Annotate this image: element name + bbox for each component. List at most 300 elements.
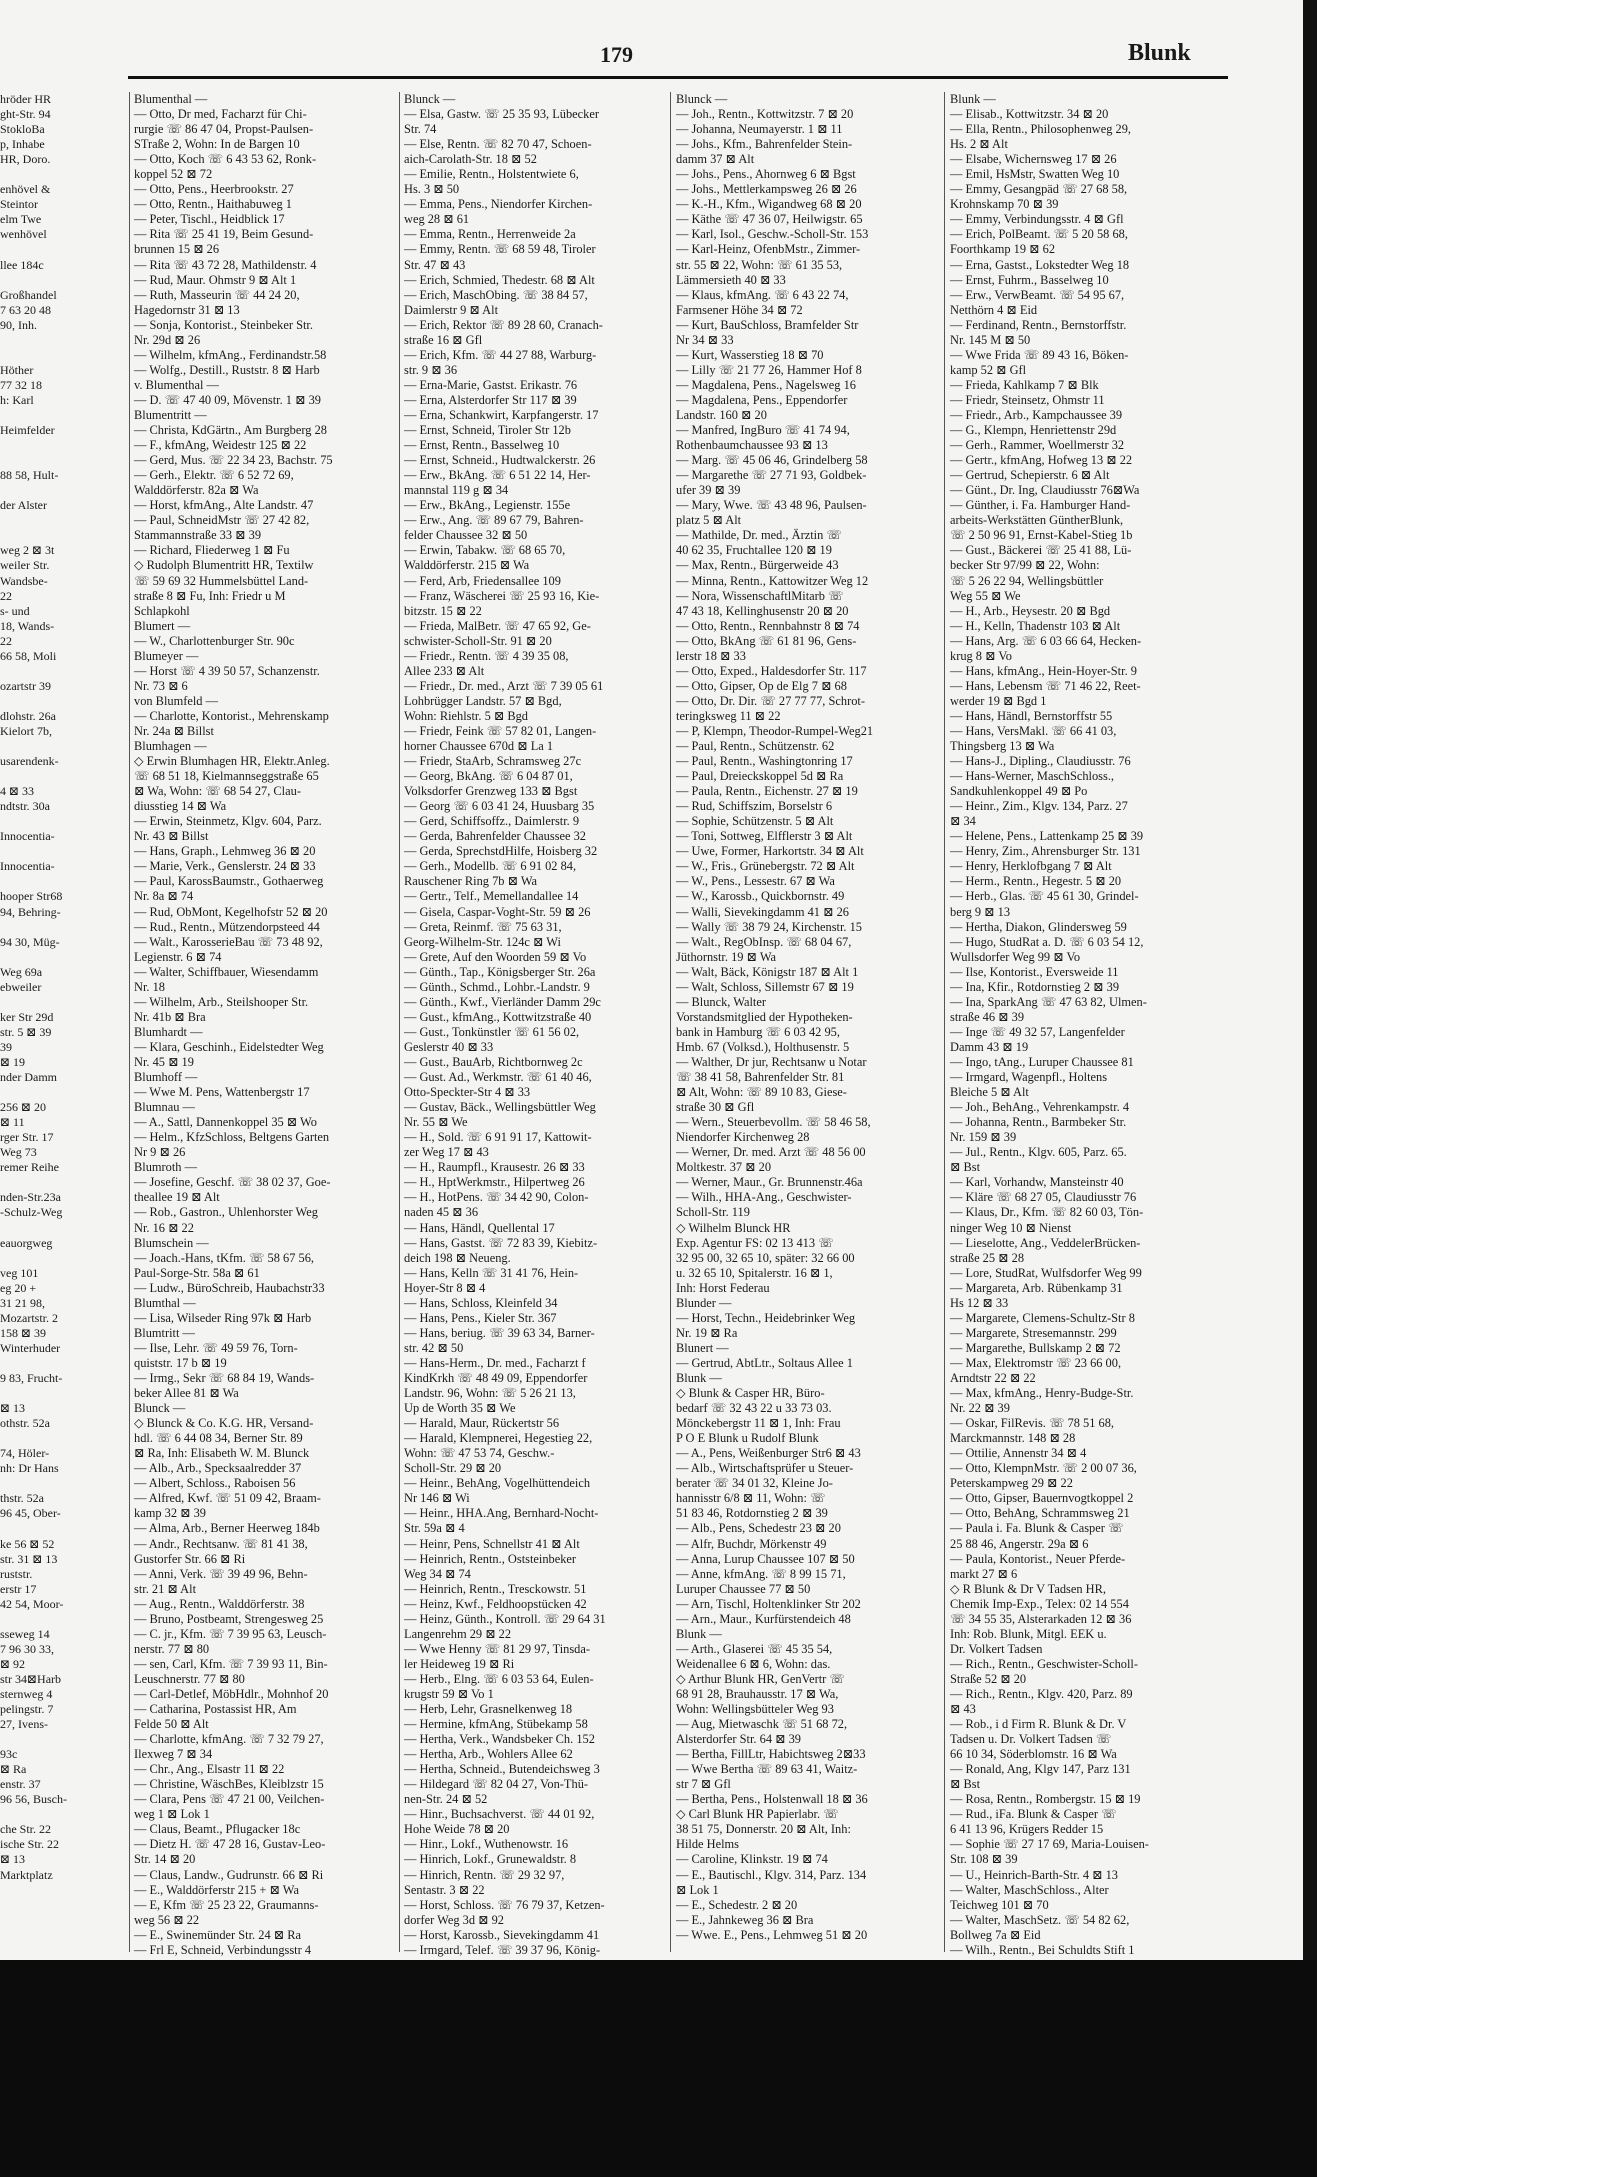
entry-line: Marktplatz: [0, 1867, 53, 1882]
entry-line: nerstr. 77 ⊠ 80: [134, 1641, 210, 1656]
entry-line: — Rich., Rentn., Geschwister-Scholl-: [950, 1656, 1138, 1671]
header-rule: [128, 76, 1228, 79]
directory-entry: [0, 1311, 126, 1326]
directory-entry: [676, 363, 940, 378]
entry-line: enhövel &: [0, 182, 51, 197]
entry-line: — Frieda, MalBetr. ☏ 47 65 92, Ge-: [404, 618, 591, 633]
entry-line: Str. 14 ⊠ 20: [134, 1852, 196, 1867]
directory-entry: [404, 905, 666, 920]
directory-entry: [404, 1612, 666, 1642]
directory-entry: [950, 1913, 1216, 1943]
entry-line: naden 45 ⊠ 36: [404, 1205, 479, 1220]
entry-line: ⊠ Bst: [950, 1160, 981, 1175]
entry-line: — Emilie, Rentn., Holstentwiete 6,: [404, 167, 579, 182]
entry-line: thstr. 52a: [0, 1491, 44, 1506]
entry-line: ☏ 68 51 18, Kielmannseggstraße 65: [134, 769, 319, 784]
directory-entry: [134, 995, 396, 1025]
directory-entry: [950, 859, 1216, 874]
directory-entry: [950, 1145, 1216, 1175]
directory-entry: [676, 453, 940, 468]
directory-entry: [0, 1281, 126, 1296]
directory-entry: [0, 1461, 126, 1476]
directory-entry: [404, 844, 666, 859]
entry-line: [0, 1251, 126, 1266]
entry-line: ⊠ Ra, Inh: Elisabeth W. M. Blunck: [134, 1446, 310, 1461]
entry-line: Weg 55 ⊠ We: [950, 588, 1021, 603]
entry-line: [0, 1085, 126, 1100]
entry-line: Geslerstr 40 ⊠ 33: [404, 1039, 494, 1054]
directory-entry: [676, 137, 940, 167]
entry-line: Mozartstr. 2: [0, 1310, 58, 1325]
entry-line: ninger Weg 10 ⊠ Nienst: [950, 1220, 1072, 1235]
directory-entry: [0, 1341, 126, 1356]
entry-line: 66 10 34, Söderblomstr. 16 ⊠ Wa: [950, 1747, 1117, 1762]
entry-line: Blumeyer —: [134, 648, 199, 663]
directory-entry: [676, 935, 940, 965]
directory-entry: [0, 348, 126, 363]
entry-line: Schlapkohl: [134, 603, 190, 618]
entry-line: — Otto, Exped., Haldesdorfer Str. 117: [676, 663, 867, 678]
entry-line: — Margareta, Arb. Rübenkamp 31: [950, 1280, 1123, 1295]
entry-line: Hs. 2 ⊠ Alt: [950, 137, 1008, 152]
entry-line: 38 51 75, Donnerstr. 20 ⊠ Alt, Inh:: [676, 1822, 851, 1837]
entry-line: dorfer Weg 3d ⊠ 92: [404, 1912, 504, 1927]
entry-line: — Walt, Bäck, Königstr 187 ⊠ Alt 1: [676, 964, 859, 979]
entry-line: — Rob., Gastron., Uhlenhorster Weg: [134, 1205, 318, 1220]
directory-entry: [676, 859, 940, 874]
entry-line: — Ina, SparkAng ☏ 47 63 82, Ulmen-: [950, 994, 1147, 1009]
entry-line: platz 5 ⊠ Alt: [676, 513, 742, 528]
directory-entry: [0, 1326, 126, 1341]
entry-line: Exp. Agentur FS: 02 13 413 ☏: [676, 1235, 834, 1250]
entry-line: — Gertrud, Schepierstr. 6 ⊠ Alt: [950, 468, 1110, 483]
directory-entry: [404, 498, 666, 513]
directory-entry: [0, 1266, 126, 1281]
entry-line: — Günth., Kwf., Vierländer Damm 29c: [404, 994, 601, 1009]
entry-line: Scholl-Str. 29 ⊠ 20: [404, 1461, 502, 1476]
entry-line: str 34⊠Harb: [0, 1671, 62, 1686]
entry-line: Großhandel: [0, 287, 57, 302]
entry-line: — Magdalena, Pens., Nagelsweg 16: [676, 377, 856, 392]
entry-line: — Joh., BehAng., Vehrenkampstr. 4: [950, 1100, 1130, 1115]
directory-entry: [676, 619, 940, 634]
directory-entry: [950, 318, 1216, 348]
entry-line: Mönckebergstr 11 ⊠ 1, Inh: Frau: [676, 1416, 841, 1431]
entry-line: — Josefine, Geschf. ☏ 38 02 37, Goe-: [134, 1175, 331, 1190]
directory-entry: [950, 393, 1216, 408]
directory-entry: [0, 1762, 126, 1777]
directory-entry: [0, 1852, 126, 1867]
entry-line: ◇ Wilhelm Blunck HR: [676, 1220, 791, 1235]
directory-entry: [134, 378, 396, 393]
entry-line: — Karl-Heinz, OfenbMstr., Zimmer-: [676, 242, 861, 257]
directory-entry: [676, 1868, 940, 1898]
entry-line: eauorgweg: [0, 1235, 53, 1250]
directory-entry: [950, 122, 1216, 152]
entry-line: — Hans, Kelln ☏ 31 41 76, Hein-: [404, 1265, 579, 1280]
entry-line: Rauschener Ring 7b ⊠ Wa: [404, 874, 538, 889]
directory-entry: [676, 558, 940, 573]
entry-line: — Friedr, Steinsetz, Ohmstr 11: [950, 392, 1105, 407]
entry-line: — Wally ☏ 38 79 24, Kirchenstr. 15: [676, 919, 862, 934]
entry-line: beker Allee 81 ⊠ Wa: [134, 1386, 239, 1401]
entry-line: Hoyer-Str 8 ⊠ 4: [404, 1280, 486, 1295]
directory-entry: [134, 423, 396, 438]
page-number: 179: [600, 42, 633, 67]
directory-entry: [134, 288, 396, 318]
directory-entry: [0, 1506, 126, 1521]
entry-line: — Wilhelm, Arb., Steilshooper Str.: [134, 994, 309, 1009]
entry-line: — Otto, Rentn., Rennbahnstr 8 ⊠ 74: [676, 618, 860, 633]
directory-entry: [404, 1597, 666, 1612]
entry-line: Nr. 19 ⊠ Ra: [676, 1325, 738, 1340]
entry-line: — Wilhelm, kfmAng., Ferdinandstr.58: [134, 347, 327, 362]
entry-line: — Wwe Henny ☏ 81 29 97, Tinsda-: [404, 1641, 590, 1656]
directory-entry: [950, 1883, 1216, 1913]
entry-line: — W., Pens., Lessestr. 67 ⊠ Wa: [676, 874, 835, 889]
entry-line: — Johanna, Neumayerstr. 1 ⊠ 11: [676, 122, 843, 137]
directory-entry: [404, 288, 666, 318]
entry-line: Langenrehm 29 ⊠ 22: [404, 1626, 512, 1641]
entry-line: — Hermine, kfmAng, Stübekamp 58: [404, 1717, 588, 1732]
entry-line: [0, 874, 126, 889]
entry-line: 68 91 28, Brauhausstr. 17 ⊠ Wa,: [676, 1686, 839, 1701]
entry-line: Nr 34 ⊠ 33: [676, 332, 734, 347]
directory-entry: [950, 1491, 1216, 1506]
directory-entry: [0, 664, 126, 679]
entry-line: — A., Pens, Weißenburger Str6 ⊠ 43: [676, 1446, 861, 1461]
entry-line: ⊠ 43: [950, 1702, 976, 1717]
directory-entry: [676, 468, 940, 498]
entry-line: ⊠ Lok 1: [676, 1882, 719, 1897]
entry-line: — Ernst, Schneid, Tiroler Str 12b: [404, 423, 571, 438]
directory-entry: [0, 1597, 126, 1612]
directory-entry: [404, 1311, 666, 1326]
directory-entry: [134, 1943, 396, 1958]
entry-line: nh: Dr Hans: [0, 1461, 59, 1476]
entry-line: — Kurt, Wasserstieg 18 ⊠ 70: [676, 347, 824, 362]
directory-entry: [676, 242, 940, 287]
directory-entry: [134, 453, 396, 468]
entry-line: — Bertha, Pens., Holstenwall 18 ⊠ 36: [676, 1792, 868, 1807]
entry-line: — Walt., KarosserieBau ☏ 73 48 92,: [134, 934, 323, 949]
entry-line: — Frl E, Schneid, Verbindungsstr 4: [134, 1942, 312, 1957]
entry-line: [0, 920, 126, 935]
entry-line: — Harald, Maur, Rückertstr 56: [404, 1416, 560, 1431]
entry-line: — Hans, Lebensm ☏ 71 46 22, Reet-: [950, 678, 1141, 693]
entry-line: — Erich, MaschObing. ☏ 38 84 57,: [404, 287, 588, 302]
entry-line: — Hans, Arg. ☏ 6 03 66 64, Hecken-: [950, 633, 1142, 648]
directory-entry: [134, 92, 396, 107]
entry-line: kamp 32 ⊠ 39: [134, 1506, 206, 1521]
directory-entry: [676, 1792, 940, 1807]
entry-line: — Harald, Klempnerei, Hegestieg 22,: [404, 1431, 593, 1446]
entry-line: 27, Ivens-: [0, 1717, 48, 1732]
entry-line: — Paul, Dreieckskoppel 5d ⊠ Ra: [676, 769, 844, 784]
entry-line: — E., Swinemünder Str. 24 ⊠ Ra: [134, 1927, 301, 1942]
directory-entry: [404, 513, 666, 543]
directory-entry: [404, 859, 666, 889]
entry-line: — Albert, Schloss., Raboisen 56: [134, 1476, 296, 1491]
directory-entry: [950, 1416, 1216, 1446]
entry-line: — Ernst, Fuhrm., Basselweg 10: [950, 272, 1109, 287]
directory-entry: [0, 905, 126, 920]
directory-entry: [404, 589, 666, 619]
entry-line: kamp 52 ⊠ Gfl: [950, 362, 1027, 377]
entry-line: bedarf ☏ 32 43 22 u 33 73 03.: [676, 1401, 832, 1416]
directory-entry: [0, 1792, 126, 1807]
entry-line: — Erw., Ang. ☏ 89 67 79, Bahren-: [404, 513, 584, 528]
entry-line: — Walter, Schiffbauer, Wiesendamm: [134, 964, 319, 979]
entry-line: Str. 108 ⊠ 39: [950, 1852, 1018, 1867]
directory-entry: [404, 1702, 666, 1717]
directory-entry: [950, 1266, 1216, 1281]
directory-entry: [0, 1055, 126, 1070]
directory-entry: [0, 1567, 126, 1582]
directory-entry: [404, 468, 666, 498]
entry-line: straße 8 ⊠ Fu, Inh: Friedr u M: [134, 588, 286, 603]
entry-line: — E, Kfm ☏ 25 23 22, Graumanns-: [134, 1897, 319, 1912]
entry-line: Blumhoff —: [134, 1070, 198, 1085]
entry-line: — Henry, Zim., Ahrensburger Str. 131: [950, 844, 1141, 859]
entry-line: — Paula, Rentn., Eichenstr. 27 ⊠ 19: [676, 784, 858, 799]
directory-entry: [950, 453, 1216, 468]
directory-entry: [404, 1837, 666, 1852]
directory-entry: [404, 1852, 666, 1867]
directory-entry: [676, 393, 940, 423]
entry-line: Weidenallee 6 ⊠ 6, Wohn: das.: [676, 1656, 831, 1671]
entry-line: Arndtstr 22 ⊠ 22: [950, 1370, 1036, 1385]
directory-entry: [404, 1266, 666, 1296]
entry-line: — Gerd, Schiffsoffz., Daimlerstr. 9: [404, 814, 580, 829]
entry-line: [0, 513, 126, 528]
entry-line: — Gertrud, AbtLtr., Soltaus Allee 1: [676, 1355, 853, 1370]
directory-entry: [0, 303, 126, 318]
entry-line: Lohbrügger Landstr. 57 ⊠ Bgd,: [404, 693, 562, 708]
directory-entry: [950, 1055, 1216, 1070]
entry-line: remer Reihe: [0, 1160, 59, 1175]
entry-line: 74, Höler-: [0, 1446, 50, 1461]
directory-entry: [0, 363, 126, 378]
directory-entry: [0, 1371, 126, 1386]
entry-line: Wandsbe-: [0, 573, 48, 588]
directory-entry: [950, 258, 1216, 273]
directory-entry: [950, 844, 1216, 859]
entry-line: — Marg. ☏ 45 06 46, Grindelberg 58: [676, 453, 868, 468]
entry-line: Hagedornstr 31 ⊠ 13: [134, 302, 240, 317]
entry-line: — Hans, Händl, Quellental 17: [404, 1220, 555, 1235]
entry-line: 31 21 98,: [0, 1295, 45, 1310]
entry-line: hannisstr 6/8 ⊠ 11, Wohn: ☏: [676, 1491, 826, 1506]
entry-line: [0, 1356, 126, 1371]
directory-entry: [134, 513, 396, 543]
entry-line: ⊠ 34: [950, 814, 976, 829]
directory-entry: [0, 920, 126, 935]
entry-line: Blunck —: [134, 1401, 186, 1416]
entry-line: — Klaus, kfmAng. ☏ 6 43 22 74,: [676, 287, 849, 302]
entry-line: Marckmannstr. 148 ⊠ 28: [950, 1431, 1076, 1446]
directory-entry: [0, 122, 126, 137]
entry-line: [0, 333, 126, 348]
entry-line: — Emma, Rentn., Herrenweide 2a: [404, 227, 576, 242]
entry-line: — Sophie, Schützenstr. 5 ⊠ Alt: [676, 814, 834, 829]
entry-line: — Werner, Dr. med. Arzt ☏ 48 56 00: [676, 1145, 866, 1160]
entry-line: — Rud, ObMont, Kegelhofstr 52 ⊠ 20: [134, 904, 328, 919]
entry-line: — Hans, Schloss, Kleinfeld 34: [404, 1295, 558, 1310]
entry-line: — Dietz H. ☏ 47 28 16, Gustav-Leo-: [134, 1837, 326, 1852]
directory-entry: [134, 363, 396, 378]
directory-entry: [0, 468, 126, 483]
directory-entry: [0, 1205, 126, 1220]
entry-line: — Hans-Herm., Dr. med., Facharzt f: [404, 1355, 586, 1370]
directory-entry: [134, 258, 396, 273]
entry-line: — Gust., kfmAng., Kottwitzstraße 40: [404, 1009, 592, 1024]
directory-entry: [404, 438, 666, 453]
entry-line: Peterskampweg 29 ⊠ 22: [950, 1476, 1073, 1491]
entry-line: — Hans, Graph., Lehmweg 36 ⊠ 20: [134, 844, 316, 859]
entry-line: — Günth., Schmd., Lohbr.-Landstr. 9: [404, 979, 590, 994]
entry-line: — Catharina, Postassist HR, Am: [134, 1702, 297, 1717]
entry-line: 158 ⊠ 39: [0, 1325, 47, 1340]
entry-line: — H., Kelln, Thadenstr 103 ⊠ Alt: [950, 618, 1121, 633]
entry-line: Damm 43 ⊠ 19: [950, 1039, 1029, 1054]
entry-line: — Hans, beriug. ☏ 39 63 34, Barner-: [404, 1325, 595, 1340]
entry-line: — K.-H., Kfm., Wigandweg 68 ⊠ 20: [676, 197, 862, 212]
directory-entry: [676, 814, 940, 829]
entry-line: — Henry, Herklofbgang 7 ⊠ Alt: [950, 859, 1112, 874]
entry-line: Nr 146 ⊠ Wi: [404, 1491, 470, 1506]
directory-entry: [404, 453, 666, 468]
directory-entry: [404, 754, 666, 769]
entry-line: — A., Sattl, Dannenkoppel 35 ⊠ Wo: [134, 1115, 317, 1130]
directory-entry: [950, 634, 1216, 664]
entry-line: -Schulz-Weg: [0, 1205, 63, 1220]
entry-line: usarendenk-: [0, 754, 59, 769]
directory-entry: [404, 724, 666, 754]
entry-line: — Rosa, Rentn., Rombergstr. 15 ⊠ 19: [950, 1792, 1141, 1807]
entry-line: — Erna-Marie, Gastst. Erikastr. 76: [404, 377, 578, 392]
entry-line: straße 30 ⊠ Gfl: [676, 1100, 755, 1115]
directory-entry: [404, 408, 666, 423]
directory-entry: [134, 1537, 396, 1567]
entry-line: — Magdalena, Pens., Eppendorfer: [676, 392, 848, 407]
entry-line: — Heinr., BehAng, Vogelhüttendeich: [404, 1476, 591, 1491]
directory-entry: [404, 1762, 666, 1777]
entry-line: — Chr., Ang., Elsastr 11 ⊠ 22: [134, 1762, 285, 1777]
entry-line: Ilexweg 7 ⊠ 34: [134, 1747, 213, 1762]
directory-entry: [404, 92, 666, 107]
entry-line: — Herb., Glas. ☏ 45 61 30, Grindel-: [950, 889, 1139, 904]
entry-line: Luruper Chaussee 77 ⊠ 50: [676, 1581, 811, 1596]
directory-entry: [134, 1281, 396, 1296]
directory-entry: [134, 814, 396, 844]
directory-entry: [950, 1190, 1216, 1205]
entry-line: ☏ 34 55 35, Alsterarkaden 12 ⊠ 36: [950, 1611, 1132, 1626]
directory-entry: [134, 1040, 396, 1070]
entry-line: ☏ 38 41 58, Bahrenfelder Str. 81: [676, 1070, 845, 1085]
directory-entry: [0, 980, 126, 995]
directory-entry: [0, 634, 126, 649]
directory-entry: [404, 197, 666, 227]
directory-entry: [0, 1356, 126, 1371]
directory-entry: [950, 468, 1216, 483]
directory-entry: [0, 378, 126, 393]
entry-line: — Lore, StudRat, Wulfsdorfer Weg 99: [950, 1265, 1142, 1280]
entry-line: Hohe Weide 78 ⊠ 20: [404, 1822, 510, 1837]
directory-entry: [676, 1807, 940, 1852]
directory-entry: [676, 1341, 940, 1356]
entry-line: 22: [0, 588, 12, 603]
directory-entry: [950, 1461, 1216, 1491]
entry-line: — Gerh., Rammer, Woellmerstr 32: [950, 438, 1125, 453]
entry-line: straße 46 ⊠ 39: [950, 1009, 1025, 1024]
entry-line: — Paul, Rentn., Schützenstr. 62: [676, 739, 835, 754]
directory-entry: [404, 1537, 666, 1552]
entry-line: Landstr. 96, Wohn: ☏ 5 26 21 13,: [404, 1386, 576, 1401]
entry-line: — Hans, Pens., Kieler Str. 367: [404, 1310, 557, 1325]
directory-entry: [0, 784, 126, 799]
entry-line: — Sophie ☏ 27 17 69, Maria-Louisen-: [950, 1837, 1149, 1852]
directory-entry: [0, 799, 126, 814]
entry-line: — Arn., Maur., Kurfürstendeich 48: [676, 1611, 851, 1626]
directory-entry: [950, 408, 1216, 423]
entry-line: diusstieg 14 ⊠ Wa: [134, 799, 227, 814]
directory-entry: [134, 1657, 396, 1687]
entry-line: veg 101: [0, 1265, 39, 1280]
directory-entry: [676, 1356, 940, 1371]
entry-line: KindKrkh ☏ 48 49 09, Eppendorfer: [404, 1370, 588, 1385]
entry-line: — Elisab., Kottwitzstr. 34 ⊠ 20: [950, 107, 1109, 122]
entry-line: — Erwin, Tabakw. ☏ 68 65 70,: [404, 543, 566, 558]
entry-line: Lämmersieth 40 ⊠ 33: [676, 272, 786, 287]
entry-line: ⊠ 92: [0, 1656, 26, 1671]
directory-entry: [134, 438, 396, 453]
directory-entry: [950, 1175, 1216, 1190]
entry-line: hooper Str68: [0, 889, 63, 904]
entry-line: llee 184c: [0, 257, 44, 272]
directory-entry: [676, 348, 940, 363]
directory-entry: [676, 844, 940, 859]
directory-entry: [404, 1130, 666, 1160]
directory-entry: [0, 1100, 126, 1115]
entry-line: P O E Blunk u Rudolf Blunk: [676, 1431, 819, 1446]
entry-line: [0, 1521, 126, 1536]
entry-line: Moltkestr. 37 ⊠ 20: [676, 1160, 772, 1175]
directory-entry: [404, 1326, 666, 1356]
directory-entry: [0, 1145, 126, 1160]
entry-line: ⊠ Wa, Wohn: ☏ 68 54 27, Clau-: [134, 784, 301, 799]
entry-line: Innocentia-: [0, 829, 55, 844]
directory-entry: [676, 318, 940, 348]
directory-entry: [404, 242, 666, 272]
entry-line: Leuschnerstr. 77 ⊠ 80: [134, 1671, 245, 1686]
entry-line: nden-Str.23a: [0, 1190, 61, 1205]
entry-line: — Horst, Karossb., Sievekingdamm 41: [404, 1927, 600, 1942]
entry-line: — Otto, Gipser, Op de Elg 7 ⊠ 68: [676, 678, 847, 693]
entry-line: — Hans-Werner, MaschSchloss.,: [950, 769, 1115, 784]
directory-entry: [404, 1506, 666, 1536]
directory-entry: [676, 1612, 940, 1627]
entry-line: Wohn: Riehlstr. 5 ⊠ Bgd: [404, 708, 529, 723]
directory-entry: [134, 1702, 396, 1732]
entry-line: — Gertr., kfmAng, Hofweg 13 ⊠ 22: [950, 453, 1133, 468]
directory-entry: [0, 318, 126, 333]
entry-line: Straße 52 ⊠ 20: [950, 1671, 1027, 1686]
entry-line: [0, 814, 126, 829]
entry-line: bank in Hamburg ☏ 6 03 42 95,: [676, 1024, 840, 1039]
directory-entry: [676, 920, 940, 935]
entry-line: — Heinrich, Rentn., Oststeinbeker: [404, 1551, 577, 1566]
